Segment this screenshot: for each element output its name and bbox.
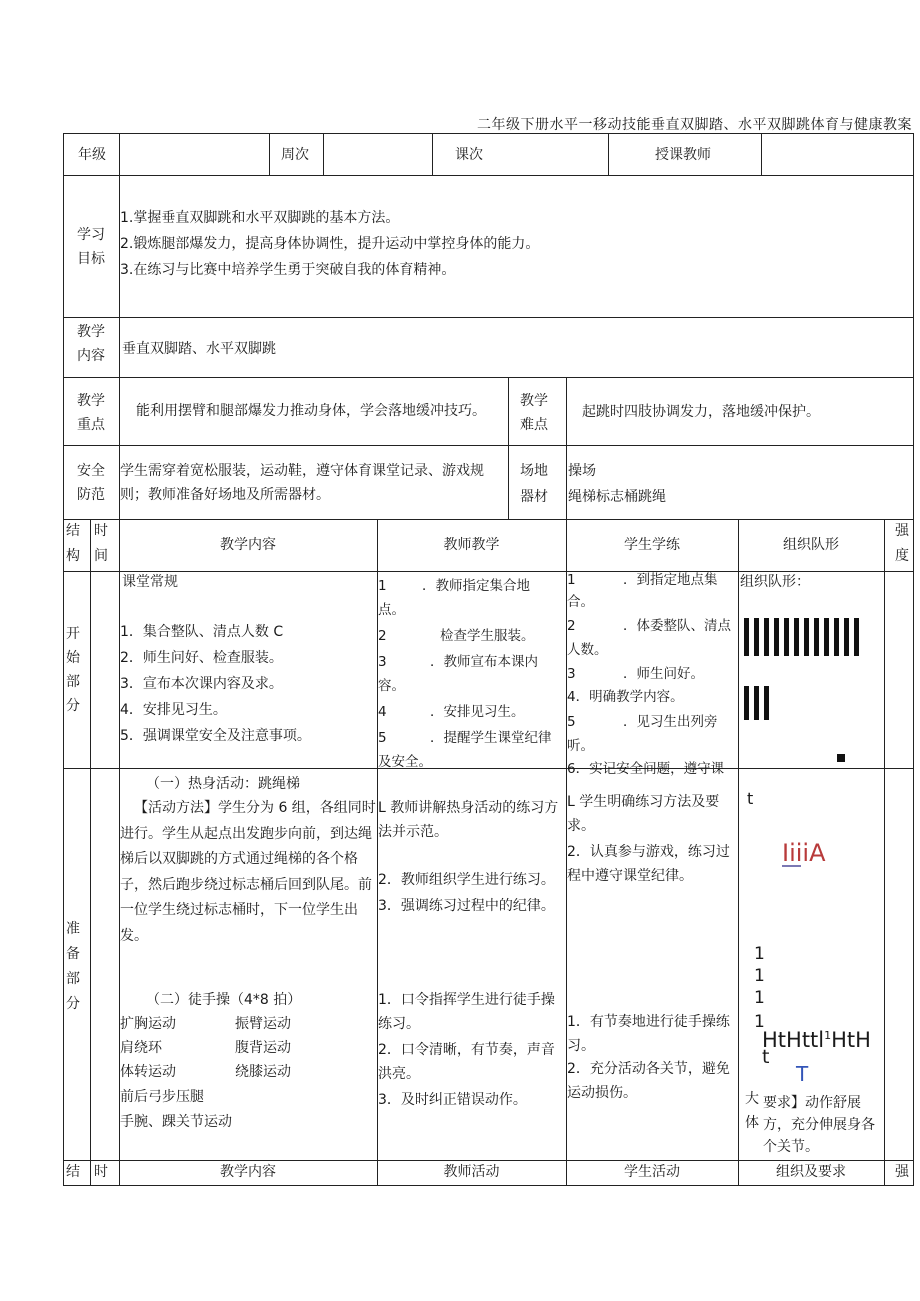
objectives-label: 学习 xyxy=(77,227,105,243)
student-marker xyxy=(744,618,749,656)
routine-item: 3．宣布本次课内容及求。 xyxy=(120,676,283,692)
list-number: 4 xyxy=(378,704,387,720)
fragment-sup: 1 xyxy=(824,1029,832,1042)
student-marker xyxy=(804,618,809,656)
exercise-item: 肩绕环 xyxy=(120,1040,162,1056)
key-label: 教学 xyxy=(77,393,105,409)
list-item: 检查学生服装。 xyxy=(440,628,535,644)
venue-label: 场地 xyxy=(520,463,548,479)
formation-fragment: t xyxy=(762,1046,770,1068)
safety-label: 安全 xyxy=(77,463,105,479)
rule xyxy=(738,519,739,1186)
list-number: 1 xyxy=(567,572,576,588)
rule xyxy=(884,519,885,1186)
time-header: 时 xyxy=(94,523,108,539)
routine-item: 1．集合整队、清点人数 C xyxy=(120,624,284,640)
rule xyxy=(323,133,324,175)
fragment-b: HtH xyxy=(831,1028,871,1052)
routine-item: 2．师生问好、检查服装。 xyxy=(120,650,283,666)
rule xyxy=(63,377,913,378)
prep-label: 分 xyxy=(66,996,80,1012)
list-number: 3 xyxy=(567,666,576,682)
list-number: 3 xyxy=(378,654,387,670)
time-header: 间 xyxy=(94,548,108,564)
list-number: 5 xyxy=(567,714,576,730)
formation-header: 组织队形 xyxy=(783,537,839,553)
exercise-title: （二）徒手操（4*8 拍） xyxy=(146,992,302,1008)
rule xyxy=(63,768,913,769)
list-item: 6．实记安全问题，遵守课 xyxy=(567,761,725,777)
objective-item: 1.掌握垂直双脚跳和水平双脚跳的基本方法。 xyxy=(120,210,400,226)
teacher-header: 教师教学 xyxy=(443,537,500,553)
list-item-cont: 点。 xyxy=(378,602,405,618)
footer-teacher: 教师活动 xyxy=(443,1164,500,1180)
rule xyxy=(63,317,913,318)
lesson-label: 课次 xyxy=(455,147,483,163)
exercise-item: 腹背运动 xyxy=(235,1040,291,1056)
formation-requirement: 要求】动作舒展方，充分伸展身各个关节。 xyxy=(763,1095,875,1155)
week-label: 周次 xyxy=(281,147,309,163)
rule xyxy=(63,133,64,1186)
objective-item: 3.在练习与比赛中培养学生勇于突破自我的体育精神。 xyxy=(120,262,456,278)
list-item: 4．明确教学内容。 xyxy=(567,689,684,705)
teacher-exercise-item: 2．口令清晰，有节奏，声音洪亮。 xyxy=(378,1042,555,1082)
list-number: 2 xyxy=(567,618,576,634)
list-number: 1 xyxy=(378,578,387,594)
routine-item: 4．安排见习生。 xyxy=(120,702,227,718)
student-header: 学生学练 xyxy=(624,537,680,553)
rule xyxy=(566,377,567,519)
student-marker xyxy=(754,618,759,656)
rule xyxy=(63,175,913,176)
student-warmup-item: 2．认真参与游戏，练习过程中遵守课堂纪律。 xyxy=(567,844,730,884)
exercise-item: 绕膝运动 xyxy=(235,1064,291,1080)
list-item: ．师生问好。 xyxy=(623,666,704,682)
footer-student: 学生活动 xyxy=(624,1164,680,1180)
formation-row-2 xyxy=(744,686,774,720)
formation-fragment: 1 xyxy=(754,988,765,1008)
key-label: 重点 xyxy=(77,417,105,433)
student-marker xyxy=(764,686,769,720)
list-item: ．教师宣布本课内 xyxy=(430,654,538,670)
rule xyxy=(63,445,913,446)
list-item-cont: 听。 xyxy=(567,738,594,754)
footer-time: 时 xyxy=(94,1164,108,1180)
difficulty-label: 难点 xyxy=(520,417,548,433)
student-marker xyxy=(744,686,749,720)
list-item: ．安排见习生。 xyxy=(430,704,525,720)
fragment-a: HtHttl xyxy=(762,1028,825,1052)
list-number: 5 xyxy=(378,730,387,746)
rule xyxy=(508,377,509,519)
footer-intensity: 强 xyxy=(895,1164,909,1180)
safety-label: 防范 xyxy=(77,487,105,503)
objectives-label: 目标 xyxy=(77,251,105,267)
teacher-warmup-item: 3．强调练习过程中的纪律。 xyxy=(378,898,555,914)
content-text: 垂直双脚踏、水平双脚跳 xyxy=(122,341,276,357)
start-label: 始 xyxy=(66,650,80,666)
structure-header: 构 xyxy=(66,548,80,564)
footer-formation: 组织及要求 xyxy=(776,1164,846,1180)
venue-label: 器材 xyxy=(520,489,548,505)
warmup-text: 【活动方法】学生分为 6 组，各组同时进行。学生从起点出发跑步向前，到达绳梯后以双脚跳的方式通过绳梯的各个格子，然后跑步绕过标志桶后回到队尾。前一位学生绕过标志桶时，下一位学生出发。 xyxy=(120,800,376,944)
rule xyxy=(432,133,433,175)
grade-label: 年级 xyxy=(78,147,106,163)
difficulty-label: 教学 xyxy=(520,393,548,409)
rule xyxy=(761,133,762,175)
formation-fragment: T xyxy=(796,1062,809,1086)
formation-fragment xyxy=(762,1023,871,1053)
warmup-title: （一）热身活动：跳绳梯 xyxy=(146,776,300,792)
exercise-item: 扩胸运动 xyxy=(120,1016,176,1032)
rule xyxy=(63,133,913,134)
list-item-cont: 容。 xyxy=(378,678,405,694)
list-item: ．提醒学生课堂纪律 xyxy=(430,730,552,746)
routine-title: 课堂常规 xyxy=(122,574,178,590)
exercise-item: 手腕、踝关节运动 xyxy=(120,1114,232,1130)
student-marker xyxy=(814,618,819,656)
formation-fragment: 1 xyxy=(754,944,765,964)
student-marker xyxy=(784,618,789,656)
list-item: ．体委整队、清点 xyxy=(623,618,731,634)
student-marker xyxy=(774,618,779,656)
prep-label: 备 xyxy=(66,946,80,962)
footer-structure: 结 xyxy=(66,1164,80,1180)
student-marker xyxy=(794,618,799,656)
routine-item: 5．强调课堂安全及注意事项。 xyxy=(120,728,311,744)
student-marker xyxy=(824,618,829,656)
student-marker xyxy=(834,618,839,656)
formation-fragment: t xyxy=(747,789,754,808)
exercise-item: 振臂运动 xyxy=(235,1016,291,1032)
key-text: 能利用摆臂和腿部爆发力推动身体，学会落地缓冲技巧。 xyxy=(136,403,486,419)
list-item: ．到指定地点集 xyxy=(623,572,718,588)
start-label: 部 xyxy=(66,674,80,690)
list-item-cont: 及安全。 xyxy=(378,754,432,770)
formation-fragment: 体 xyxy=(745,1115,759,1131)
intensity-header: 度 xyxy=(895,548,909,564)
content-header: 教学内容 xyxy=(220,537,276,553)
structure-header: 结 xyxy=(66,523,80,539)
teacher-marker xyxy=(837,754,845,762)
difficulty-text: 起跳时四肢协调发力，落地缓冲保护。 xyxy=(582,404,820,420)
student-marker xyxy=(754,686,759,720)
student-warmup-item: L 学生明确练习方法及要求。 xyxy=(567,794,720,834)
prep-label: 准 xyxy=(66,921,80,937)
list-number: 2 xyxy=(378,628,387,644)
objective-item: 2.锻炼腿部爆发力，提高身体协调性，提升运动中掌控身体的能力。 xyxy=(120,236,540,252)
start-teacher-column xyxy=(378,572,564,768)
student-marker xyxy=(854,618,859,656)
formation-fragment: 大 xyxy=(745,1091,759,1107)
exercise-item: 体转运动 xyxy=(120,1064,176,1080)
footer-content: 教学内容 xyxy=(220,1164,276,1180)
formation-label: 组织队形： xyxy=(740,574,810,590)
teacher-warmup-item: L 教师讲解热身活动的练习方法并示范。 xyxy=(378,800,559,840)
list-item-cont: 人数。 xyxy=(567,642,608,658)
rule xyxy=(90,519,91,1186)
rule xyxy=(913,133,914,1186)
teacher-label: 授课教师 xyxy=(655,147,711,163)
venue-text: 操场 xyxy=(568,463,596,479)
student-marker xyxy=(764,618,769,656)
teacher-warmup-item: 2．教师组织学生进行练习。 xyxy=(378,872,555,888)
safety-text: 学生需穿着宽松服装，运动鞋，遵守体育课堂记录、游戏规则；教师准备好场地及所需器材。 xyxy=(120,463,484,503)
start-student-column xyxy=(567,568,737,777)
formation-figure xyxy=(782,838,826,868)
rule xyxy=(269,133,270,175)
prep-label: 部 xyxy=(66,971,80,987)
document-title: 二年级下册水平一移动技能垂直双脚踏、水平双脚跳体育与健康教案 xyxy=(477,117,912,133)
student-marker xyxy=(844,618,849,656)
start-label: 分 xyxy=(66,698,80,714)
exercise-item: 前后弓步压腿 xyxy=(120,1089,204,1105)
intensity-header: 强 xyxy=(895,523,909,539)
student-exercise-item: 1．有节奏地进行徒手操练习。 xyxy=(567,1014,730,1054)
formation-row-1 xyxy=(744,618,864,656)
student-exercise-item: 2．充分活动各关节，避免运动损伤。 xyxy=(567,1061,730,1101)
rule xyxy=(608,133,609,175)
formation-figure-text: IiiiA xyxy=(782,839,826,867)
rule xyxy=(63,519,913,520)
teacher-exercise-item: 1．口令指挥学生进行徒手操练习。 xyxy=(378,992,555,1032)
formation-fragment: 1 xyxy=(754,1012,765,1032)
formation-fragment: 1 xyxy=(754,966,765,986)
start-label: 开 xyxy=(66,626,80,642)
list-item: ．教师指定集合地 xyxy=(422,578,530,594)
rule xyxy=(63,1185,913,1186)
content-label: 教学 xyxy=(77,324,105,340)
teacher-exercise-item: 3．及时纠正错误动作。 xyxy=(378,1092,527,1108)
list-item-cont: 合。 xyxy=(567,594,594,610)
content-label: 内容 xyxy=(77,348,105,364)
venue-text: 绳梯标志桶跳绳 xyxy=(568,489,666,505)
list-item: ．见习生出列旁 xyxy=(623,714,718,730)
